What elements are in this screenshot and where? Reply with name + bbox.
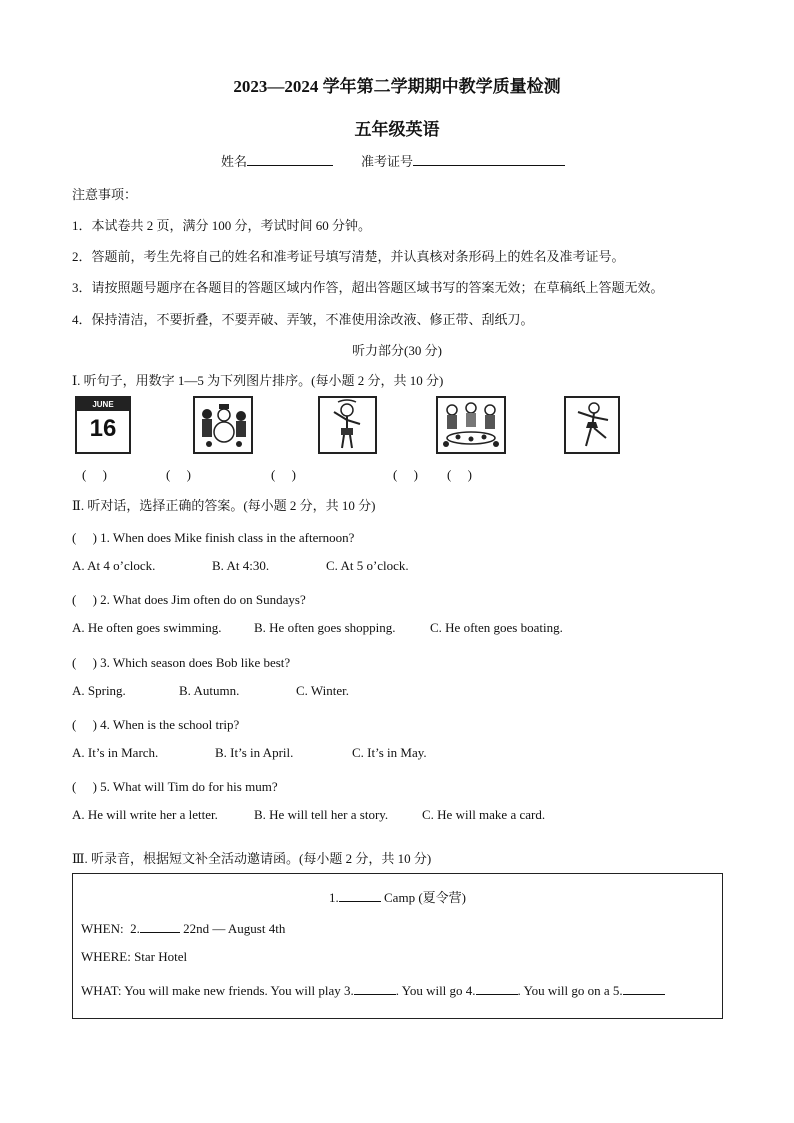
ring-icon xyxy=(85,396,88,402)
part3-title: Ⅲ. 听录音，根据短文补全活动邀请函。(每小题 2 分，共 10 分) xyxy=(72,851,432,866)
id-blank[interactable] xyxy=(413,151,565,166)
exam-title: 2023—2024 学年第二学期期中教学质量检测 xyxy=(233,77,561,96)
answer-blank-4[interactable] xyxy=(476,980,518,995)
boy-icon xyxy=(320,398,375,452)
answer-blank-5[interactable] xyxy=(623,980,665,995)
answer-blank-1[interactable] xyxy=(339,887,381,902)
when-text: 22nd — August 4th xyxy=(183,921,286,936)
blank-number: 1. xyxy=(329,890,339,905)
camp-label: Camp (夏令营) xyxy=(384,890,466,905)
swimmer-picture xyxy=(318,396,377,454)
ring-icon xyxy=(118,396,121,402)
what-line xyxy=(81,980,665,999)
id-label: 准考证号 xyxy=(361,154,414,169)
answer-bracket[interactable]: ( ) xyxy=(393,467,418,482)
option-b: B. It’s in April. xyxy=(215,745,294,760)
option-c: C. He will make a card. xyxy=(422,807,546,822)
invitation-box xyxy=(72,873,723,1019)
option-c: C. It’s in May. xyxy=(352,745,427,760)
option-b: B. At 4:30. xyxy=(212,558,270,573)
what-text-b: . You will go 4. xyxy=(395,983,476,998)
option-b: B. He often goes shopping. xyxy=(254,620,396,635)
answer-bracket[interactable]: ( ) xyxy=(82,467,107,482)
snowman-picture xyxy=(193,396,253,454)
option-c: C. Winter. xyxy=(296,683,350,698)
option-c: C. At 5 o’clock. xyxy=(326,558,409,573)
answer-bracket[interactable]: ( ) xyxy=(166,467,191,482)
option-c: C. He often goes boating. xyxy=(430,620,563,635)
option-a: A. Spring. xyxy=(72,683,126,698)
note-item: 1．本试卷共 2 页，满分 100 分，考试时间 60 分钟。 xyxy=(72,218,372,233)
what-text-a: WHAT: You will make new friends. You will play 3. xyxy=(81,983,354,998)
answer-blank-3[interactable] xyxy=(354,980,396,995)
question-text: ( ) 5. What will Tim do for his mum? xyxy=(72,779,278,794)
option-a: A. It’s in March. xyxy=(72,745,159,760)
answer-bracket[interactable]: ( ) xyxy=(271,467,296,482)
listening-heading: 听力部分(30 分) xyxy=(352,343,442,358)
calendar-day: 16 xyxy=(89,415,117,442)
option-a: A. He often goes swimming. xyxy=(72,620,222,635)
part1-title: Ⅰ. 听句子，用数字 1—5 为下列图片排序。(每小题 2 分，共 10 分) xyxy=(72,373,444,388)
calendar-month: JUNE xyxy=(77,398,129,411)
option-b: B. He will tell her a story. xyxy=(254,807,389,822)
invitation-title xyxy=(73,887,722,906)
dancer-picture xyxy=(564,396,620,454)
question-text: ( ) 4. When is the school trip? xyxy=(72,717,240,732)
option-a: A. He will write her a letter. xyxy=(72,807,218,822)
blank-number: 2. xyxy=(130,921,140,936)
dancer-icon xyxy=(566,398,618,452)
exam-subtitle: 五年级英语 xyxy=(354,120,440,139)
question-text: ( ) 1. When does Mike finish class in the afternoon? xyxy=(72,530,355,545)
note-item: 2．答题前，考生先将自己的姓名和准考证号填写清楚，并认真核对条形码上的姓名及准考证号。 xyxy=(72,249,625,264)
notes-heading: 注意事项： xyxy=(72,187,138,202)
what-text-c: . You will go on a 5. xyxy=(517,983,623,998)
id-field[interactable] xyxy=(361,151,565,170)
when-label: WHEN: xyxy=(81,921,124,936)
name-blank[interactable] xyxy=(247,151,333,166)
question-text: ( ) 3. Which season does Bob like best? xyxy=(72,655,291,670)
answer-blank-2[interactable] xyxy=(140,918,180,933)
name-label: 姓名 xyxy=(221,154,248,169)
part2-title: Ⅱ. 听对话，选择正确的答案。(每小题 2 分，共 10 分) xyxy=(72,498,376,513)
option-a: A. At 4 o’clock. xyxy=(72,558,156,573)
where-line: WHERE: Star Hotel xyxy=(81,949,188,964)
answer-bracket[interactable]: ( ) xyxy=(447,467,472,482)
when-line xyxy=(81,918,285,937)
calendar-picture xyxy=(75,396,131,454)
note-item: 4．保持清洁，不要折叠，不要弄破、弄皱，不准使用涂改液、修正带、刮纸刀。 xyxy=(72,312,534,327)
picnic-icon xyxy=(438,398,504,452)
picnic-picture xyxy=(436,396,506,454)
name-field[interactable] xyxy=(221,151,333,170)
snowman-icon xyxy=(195,398,251,452)
question-text: ( ) 2. What does Jim often do on Sundays? xyxy=(72,592,306,607)
option-b: B. Autumn. xyxy=(179,683,240,698)
note-item: 3．请按照题号题序在各题目的答题区域内作答，超出答题区域书写的答案无效；在草稿纸上答题无效。 xyxy=(72,280,664,295)
